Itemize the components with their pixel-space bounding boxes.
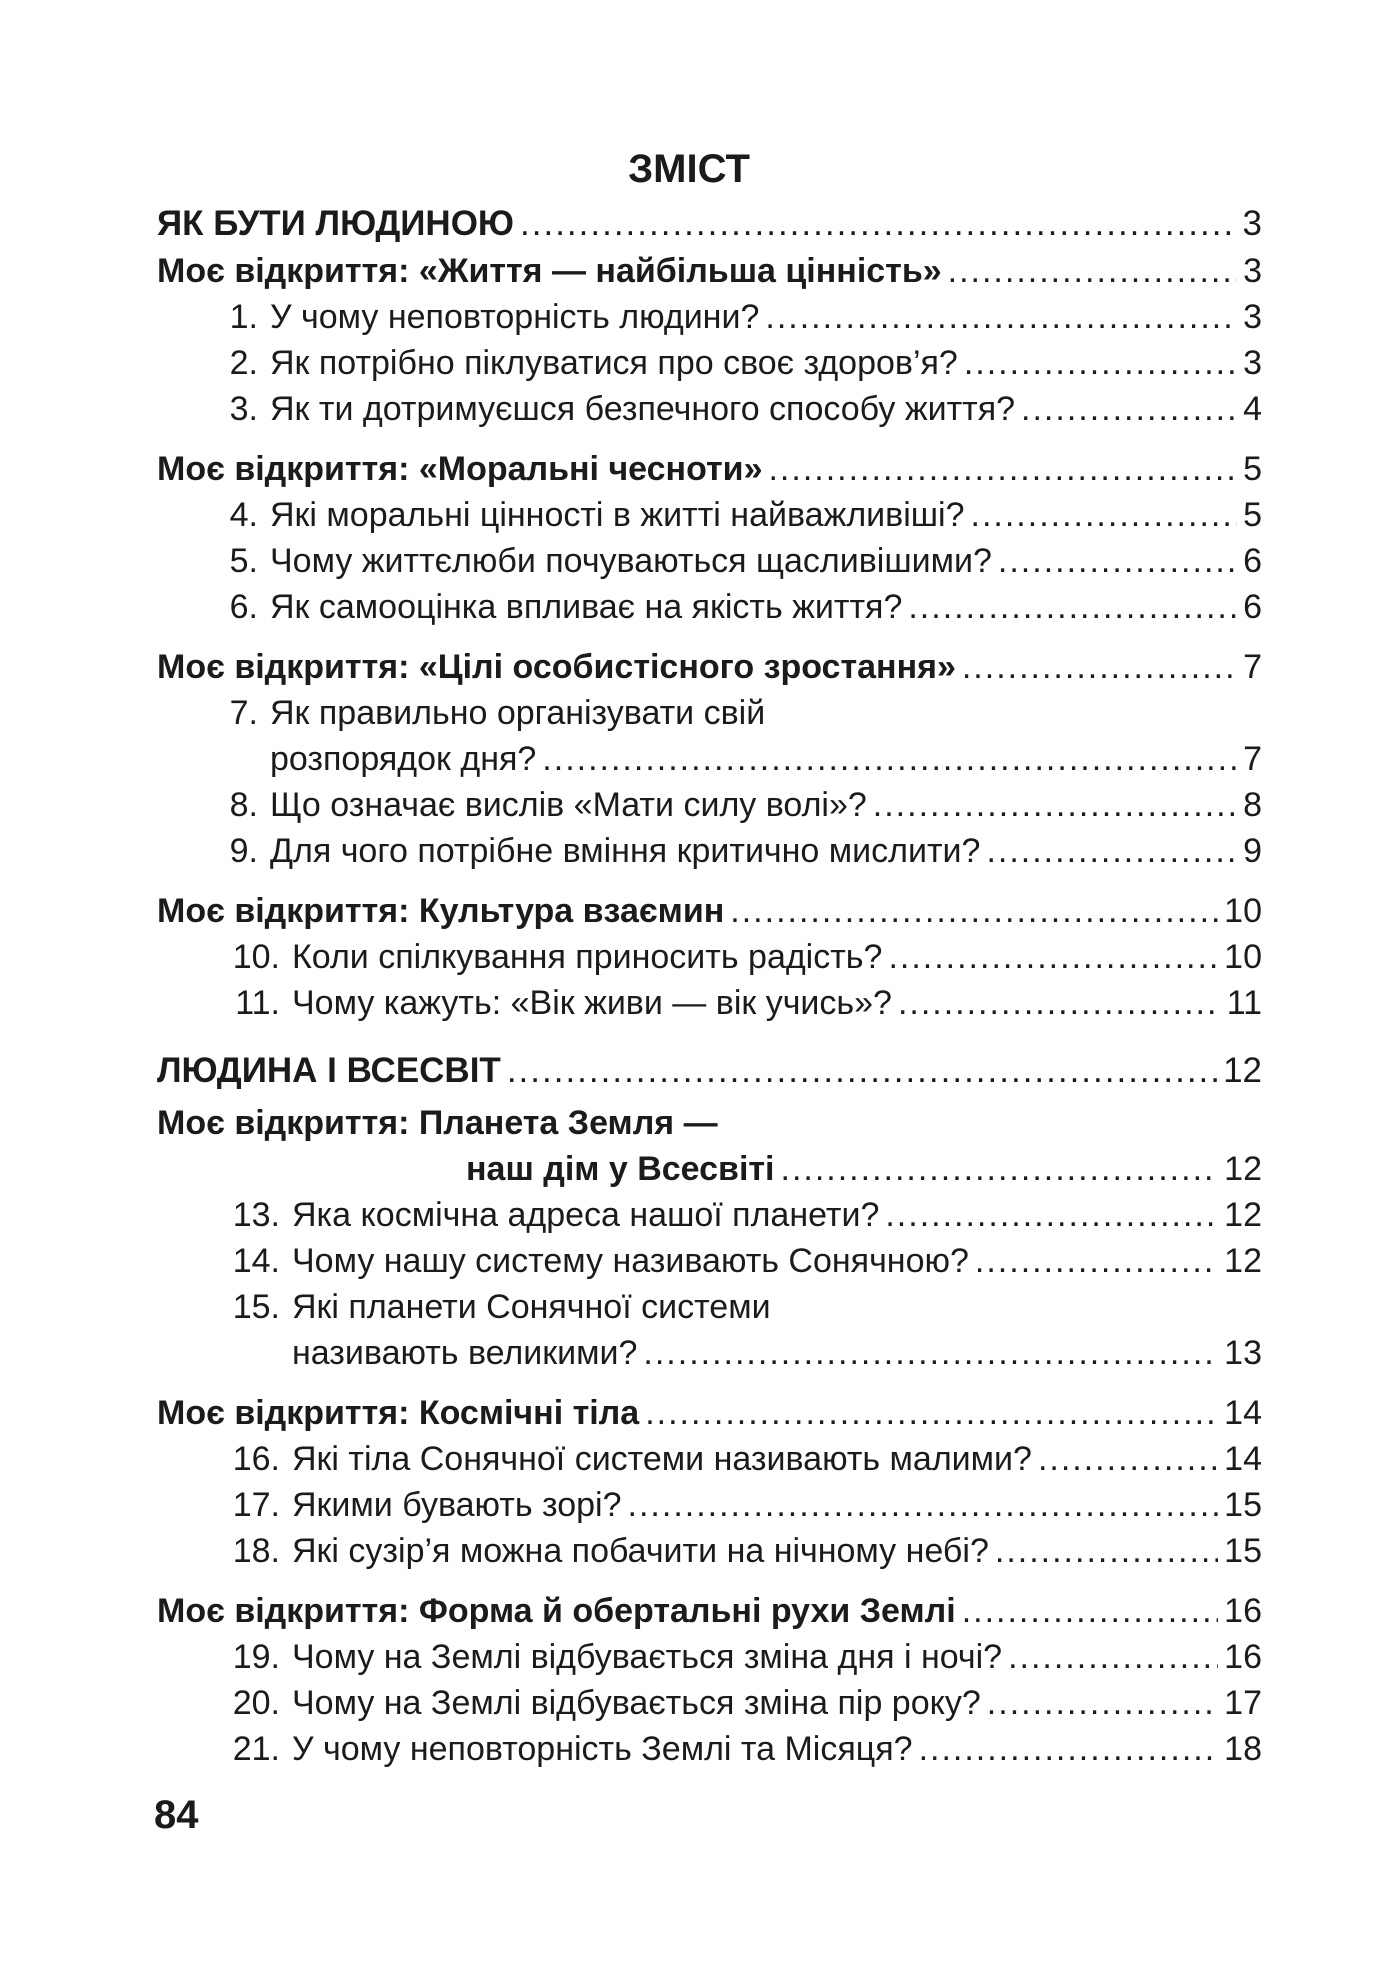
item-text: Чому на Землі відбувається зміна пір року? [292, 1684, 981, 1722]
page-ref: 5 [1243, 496, 1262, 534]
toc-item-row[interactable] [218, 1634, 1262, 1680]
item-number: 1. [229, 298, 258, 336]
page-ref: 4 [1243, 390, 1262, 428]
page-ref: 16 [1224, 1592, 1262, 1630]
item-text: Які сузір’я можна побачити на нічному небі? [292, 1532, 989, 1570]
section-title: ЯК БУТИ ЛЮДИНОЮ [157, 204, 515, 243]
page-ref: 3 [1243, 298, 1262, 336]
leader-dots [1038, 1436, 1218, 1482]
page-ref: 11 [1226, 984, 1262, 1022]
item-number: 16. [232, 1440, 280, 1478]
page-ref: 6 [1243, 588, 1262, 626]
item-text: Як потрібно піклуватися про своє здоров’я? [270, 344, 958, 382]
toc-item-row[interactable] [218, 1482, 1262, 1528]
page-ref: 9 [1243, 832, 1262, 870]
page-ref: 14 [1224, 1394, 1262, 1432]
leader-dots [975, 1238, 1218, 1284]
page-ref: 15 [1224, 1486, 1262, 1524]
page-ref: 12 [1224, 1196, 1262, 1234]
item-text-continued: називають великими? [292, 1334, 638, 1372]
toc-item-row[interactable] [218, 1436, 1262, 1482]
toc-item-row[interactable] [218, 340, 1262, 386]
leader-dots [542, 736, 1237, 782]
leader-dots [885, 1192, 1218, 1238]
leader-dots [888, 934, 1218, 980]
page-ref: 18 [1224, 1730, 1262, 1768]
toc-group-row[interactable] [157, 446, 1262, 492]
item-text: Чому нашу систему називають Сонячною? [292, 1242, 969, 1280]
toc-group-row[interactable] [157, 1588, 1262, 1634]
item-number: 2. [229, 344, 258, 382]
item-text: Чому життєлюби почуваються щасливішими? [270, 542, 992, 580]
leader-dots [643, 1330, 1218, 1376]
toc-item-row[interactable] [218, 782, 1262, 828]
page-ref: 3 [1243, 252, 1262, 290]
item-text: У чому неповторність людини? [270, 298, 760, 336]
page-ref: 13 [1224, 1334, 1262, 1372]
leader-dots [1021, 386, 1237, 432]
leader-dots [781, 1146, 1219, 1192]
toc-item-row[interactable] [218, 934, 1262, 980]
item-text: Які планети Сонячної системи [292, 1288, 771, 1326]
leader-dots [987, 1680, 1218, 1726]
toc-item-row[interactable] [218, 1726, 1262, 1772]
item-number: 6. [229, 588, 258, 626]
toc-group-row[interactable] [157, 1390, 1262, 1436]
item-text: Яка космічна адреса нашої планети? [292, 1196, 880, 1234]
toc-item-row[interactable] [218, 828, 1262, 874]
leader-dots [908, 584, 1237, 630]
group-label: Моє відкриття: Культура взаємин [157, 892, 725, 930]
leader-dots [507, 1048, 1217, 1094]
leader-dots [948, 248, 1237, 294]
toc-item-row[interactable] [218, 1192, 1262, 1238]
toc-item-continuation[interactable] [292, 1330, 1262, 1376]
item-number: 9. [229, 832, 258, 870]
item-number: 8. [229, 786, 258, 824]
page-ref: 12 [1224, 1150, 1262, 1188]
toc-item-row[interactable] [218, 1284, 1262, 1330]
leader-dots [628, 1482, 1219, 1528]
leader-dots [520, 201, 1237, 247]
toc-item-row[interactable] [218, 1680, 1262, 1726]
leader-dots [962, 644, 1237, 690]
item-number: 18. [232, 1532, 280, 1570]
leader-dots [995, 1528, 1218, 1574]
item-number: 17. [232, 1486, 280, 1524]
leader-dots [1008, 1634, 1218, 1680]
item-number: 15. [232, 1288, 280, 1326]
item-text: У чому неповторність Землі та Місяця? [292, 1730, 913, 1768]
item-text: Які моральні цінності в житті найважливіші? [270, 496, 965, 534]
toc-item-row[interactable] [218, 980, 1262, 1026]
group-label: Моє відкриття: «Життя — найбільша цінність» [157, 252, 942, 290]
leader-dots [898, 980, 1221, 1026]
toc-group-row[interactable] [157, 248, 1262, 294]
group-label-continued: наш дім у Всесвіті [466, 1150, 775, 1188]
toc-item-row[interactable] [218, 386, 1262, 432]
page-ref: 5 [1243, 450, 1262, 488]
item-number: 14. [232, 1242, 280, 1280]
item-number: 21. [232, 1730, 280, 1768]
page-ref: 6 [1243, 542, 1262, 580]
item-number: 13. [232, 1196, 280, 1234]
leader-dots [919, 1726, 1219, 1772]
toc-item-row[interactable] [218, 584, 1262, 630]
item-number: 3. [229, 390, 258, 428]
page-ref: 12 [1223, 1051, 1262, 1090]
group-label: Моє відкриття: «Моральні чесноти» [157, 450, 763, 488]
toc-group-row[interactable] [157, 888, 1262, 934]
item-text: Коли спілкування приносить радість? [292, 938, 883, 976]
page-ref: 10 [1224, 892, 1262, 930]
item-text: Що означає вислів «Мати силу волі»? [270, 786, 867, 824]
toc-item-row[interactable] [218, 1238, 1262, 1284]
page-title: ЗМІСТ [628, 147, 750, 191]
group-label: Моє відкриття: «Цілі особистісного зростання» [157, 648, 956, 686]
item-number: 20. [232, 1684, 280, 1722]
item-number: 11. [235, 984, 280, 1022]
item-text: Як правильно організувати свій [270, 694, 766, 732]
toc-group-row[interactable] [157, 644, 1262, 690]
item-number: 10. [232, 938, 280, 976]
toc-section-row[interactable] [157, 1048, 1262, 1094]
section-title: ЛЮДИНА І ВСЕСВІТ [157, 1051, 501, 1090]
item-text: Як ти дотримуєшся безпечного способу життя? [270, 390, 1016, 428]
page-ref: 7 [1243, 648, 1262, 686]
page-ref: 17 [1224, 1684, 1262, 1722]
page-ref: 15 [1224, 1532, 1262, 1570]
toc-item-row[interactable] [218, 1528, 1262, 1574]
item-number: 7. [229, 694, 258, 732]
leader-dots [964, 340, 1237, 386]
item-text-continued: розпорядок дня? [270, 740, 537, 778]
page-ref: 8 [1243, 786, 1262, 824]
leader-dots [645, 1390, 1218, 1436]
leader-dots [962, 1588, 1218, 1634]
leader-dots [998, 538, 1237, 584]
page-ref: 16 [1224, 1638, 1262, 1676]
leader-dots [765, 294, 1237, 340]
page-ref: 7 [1243, 740, 1262, 778]
toc-item-row[interactable] [218, 538, 1262, 584]
leader-dots [768, 446, 1237, 492]
item-number: 4. [229, 496, 258, 534]
leader-dots [873, 782, 1237, 828]
item-text: Якими бувають зорі? [292, 1486, 622, 1524]
item-number: 5. [229, 542, 258, 580]
leader-dots [971, 492, 1238, 538]
group-label: Моє відкриття: Форма й обертальні рухи Землі [157, 1592, 956, 1630]
item-text: Як самооцінка впливає на якість життя? [270, 588, 903, 626]
page-ref: 3 [1243, 344, 1262, 382]
page-ref: 12 [1224, 1242, 1262, 1280]
group-label: Моє відкриття: Планета Земля — [157, 1104, 718, 1142]
toc-group-row[interactable] [157, 1100, 1262, 1146]
item-text: Чому кажуть: «Вік живи — вік учись»? [292, 984, 892, 1022]
item-text: Які тіла Сонячної системи називають малими? [292, 1440, 1032, 1478]
page-ref: 3 [1242, 204, 1262, 243]
toc-item-row[interactable] [218, 492, 1262, 538]
item-number: 19. [232, 1638, 280, 1676]
item-text: Для чого потрібне вміння критично мислити? [270, 832, 981, 870]
page-ref: 10 [1224, 938, 1262, 976]
toc-section-row[interactable] [157, 201, 1262, 247]
toc-group-continuation[interactable] [466, 1146, 1262, 1192]
toc-item-row[interactable] [218, 690, 1262, 736]
item-text: Чому на Землі відбувається зміна дня і ночі? [292, 1638, 1003, 1676]
group-label: Моє відкриття: Космічні тіла [157, 1394, 640, 1432]
leader-dots [730, 888, 1218, 934]
toc-item-row[interactable] [218, 294, 1262, 340]
leader-dots [986, 828, 1237, 874]
page-ref: 14 [1224, 1440, 1262, 1478]
page-number: 84 [154, 1793, 199, 1837]
toc-item-continuation[interactable] [270, 736, 1262, 782]
